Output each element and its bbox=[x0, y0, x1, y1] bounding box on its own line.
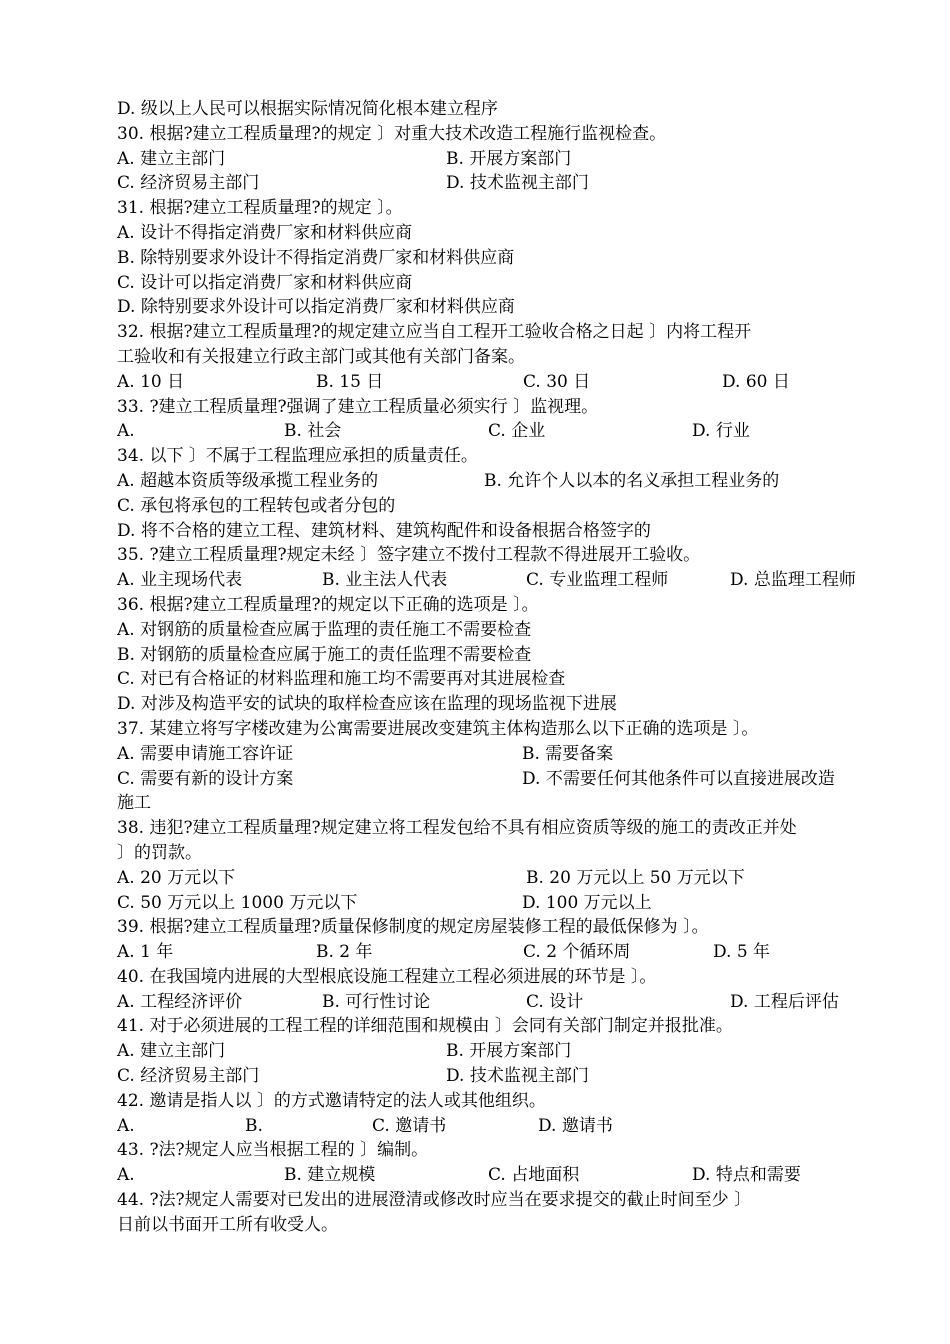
answer-option: B. 20 万元以上 50 万元以下 bbox=[526, 867, 745, 888]
answer-option: D. 行业 bbox=[692, 421, 750, 442]
answer-option: B. 可行性讨论 bbox=[322, 991, 431, 1012]
text-line: 39. 根据?建立工程质量理?质量保修制度的规定房屋装修工程的最低保修为 〕。 bbox=[117, 917, 709, 938]
text-line: A. 对钢筋的质量检查应属于监理的责任施工不需要检查 bbox=[117, 619, 532, 640]
text-line: 37. 某建立将写字楼改建为公寓需要进展改变建筑主体构造那么以下正确的选项是 〕。 bbox=[117, 718, 759, 739]
text-line: 40. 在我国境内进展的大型根底设施工程建立工程必须进展的环节是 〕。 bbox=[117, 966, 657, 987]
option-row bbox=[117, 1114, 897, 1139]
text-line: D. 对涉及构造平安的试块的取样检查应该在监理的现场监视下进展 bbox=[117, 694, 617, 715]
option-row bbox=[117, 469, 897, 494]
text-line: C. 对已有合格证的材料监理和施工均不需要再对其进展检查 bbox=[117, 669, 566, 690]
answer-option: C. 专业监理工程师 bbox=[526, 570, 669, 591]
answer-option: D. 100 万元以上 bbox=[522, 892, 652, 913]
answer-option: A. 业主现场代表 bbox=[117, 570, 243, 591]
answer-option: B. 开展方案部门 bbox=[446, 148, 572, 169]
answer-option: A. 需要申请施工容许证 bbox=[117, 743, 294, 764]
text-line: 42. 邀请是指人以 〕的方式邀请特定的法人或其他组织。 bbox=[117, 1090, 546, 1111]
answer-option: C. 需要有新的设计方案 bbox=[117, 768, 294, 789]
answer-option: D. 5 年 bbox=[713, 942, 771, 963]
text-line: 34. 以下 〕不属于工程监理应承担的质量责任。 bbox=[117, 446, 478, 467]
option-row bbox=[117, 767, 897, 792]
answer-option: D. 60 日 bbox=[722, 371, 790, 392]
answer-option: D. 特点和需要 bbox=[692, 1165, 801, 1186]
answer-option: D. 技术监视主部门 bbox=[446, 1066, 589, 1087]
answer-option: C. 经济贸易主部门 bbox=[117, 173, 260, 194]
option-row bbox=[117, 1039, 897, 1064]
option-row bbox=[117, 1163, 897, 1188]
option-row bbox=[117, 171, 897, 196]
answer-option: A. 建立主部门 bbox=[117, 148, 226, 169]
answer-option: C. 经济贸易主部门 bbox=[117, 1066, 260, 1087]
answer-option: A. 超越本资质等级承揽工程业务的 bbox=[117, 470, 379, 491]
option-row bbox=[117, 742, 897, 767]
answer-option: B. 需要备案 bbox=[522, 743, 614, 764]
text-line: C. 设计可以指定消费厂家和材料供应商 bbox=[117, 272, 413, 293]
option-row bbox=[117, 568, 897, 593]
answer-option: B. 15 日 bbox=[316, 371, 384, 392]
answer-option: D. 总监理工程师 bbox=[730, 570, 856, 591]
text-line: 30. 根据?建立工程质量理?的规定 〕对重大技术改造工程施行监视检查。 bbox=[117, 123, 667, 144]
text-line: D. 级以上人民可以根据实际情况简化根本建立程序 bbox=[117, 99, 498, 119]
text-line: 〕的罚款。 bbox=[117, 842, 202, 863]
answer-option: A. bbox=[117, 421, 135, 442]
option-row bbox=[117, 1064, 897, 1089]
answer-option: A. 10 日 bbox=[117, 371, 185, 392]
answer-option: A. 建立主部门 bbox=[117, 1041, 226, 1062]
text-line: 41. 对于必须进展的工程工程的详细范围和规模由 〕会同有关部门制定并报批准。 bbox=[117, 1016, 733, 1037]
answer-option: B. bbox=[245, 1115, 263, 1136]
answer-option: A. 1 年 bbox=[117, 942, 174, 963]
option-row bbox=[117, 370, 897, 395]
answer-option: A. bbox=[117, 1115, 135, 1136]
text-line: 33. ?建立工程质量理?强调了建立工程质量必须实行 〕监视理。 bbox=[117, 396, 599, 417]
option-row bbox=[117, 990, 897, 1015]
option-row bbox=[117, 891, 897, 916]
answer-option: D. 不需要任何其他条件可以直接进展改造 bbox=[522, 768, 835, 789]
text-line: B. 对钢筋的质量检查应属于施工的责任监理不需要检查 bbox=[117, 644, 532, 665]
answer-option: A. 工程经济评价 bbox=[117, 991, 243, 1012]
option-row bbox=[117, 866, 897, 891]
text-line: 44. ?法?规定人需要对已发出的进展澄清或修改时应当在要求提交的截止时间至少 〕 bbox=[117, 1190, 752, 1211]
document-page bbox=[117, 97, 897, 1238]
answer-option: C. 设计 bbox=[526, 991, 584, 1012]
answer-option: B. 建立规模 bbox=[284, 1165, 376, 1186]
text-line: 日前以书面开工所有收受人。 bbox=[117, 1214, 338, 1235]
answer-option: B. 业主法人代表 bbox=[322, 570, 448, 591]
text-line: 38. 违犯?建立工程质量理?规定建立将工程发包给不具有相应资质等级的施工的责改正并处 bbox=[117, 818, 797, 839]
text-line: D. 将不合格的建立工程、建筑材料、建筑构配件和设备根据合格签字的 bbox=[117, 520, 651, 541]
text-line: C. 承包将承包的工程转包或者分包的 bbox=[117, 495, 396, 516]
answer-option: B. 社会 bbox=[284, 421, 342, 442]
text-line: 36. 根据?建立工程质量理?的规定以下正确的选项是 〕。 bbox=[117, 594, 539, 615]
answer-option: B. 开展方案部门 bbox=[446, 1041, 572, 1062]
answer-option: D. 工程后评估 bbox=[730, 991, 839, 1012]
answer-option: D. 技术监视主部门 bbox=[446, 173, 589, 194]
text-line: D. 除特别要求外设计可以指定消费厂家和材料供应商 bbox=[117, 297, 515, 318]
text-line: 31. 根据?建立工程质量理?的规定 〕。 bbox=[117, 198, 403, 219]
answer-option: C. 30 日 bbox=[523, 371, 591, 392]
answer-option: A. 20 万元以下 bbox=[117, 867, 236, 888]
answer-option: B. 2 年 bbox=[316, 942, 373, 963]
text-line: 35. ?建立工程质量理?规定未经 〕签字建立不拨付工程款不得进展开工验收。 bbox=[117, 545, 701, 566]
text-line: 32. 根据?建立工程质量理?的规定建立应当自工程开工验收合格之日起 〕内将工程开 bbox=[117, 322, 752, 343]
answer-option: C. 50 万元以上 1000 万元以下 bbox=[117, 892, 358, 913]
answer-option: B. 允许个人以本的名义承担工程业务的 bbox=[484, 470, 780, 491]
answer-option: C. 占地面积 bbox=[488, 1165, 580, 1186]
text-line: A. 设计不得指定消费厂家和材料供应商 bbox=[117, 222, 413, 243]
answer-option: C. 企业 bbox=[488, 421, 546, 442]
answer-option: C. 邀请书 bbox=[372, 1115, 447, 1136]
answer-option: D. 邀请书 bbox=[538, 1115, 613, 1136]
text-line: 施工 bbox=[117, 793, 151, 814]
answer-option: A. bbox=[117, 1165, 135, 1186]
text-line: 43. ?法?规定人应当根据工程的 〕编制。 bbox=[117, 1140, 429, 1161]
text-line: B. 除特别要求外设计不得指定消费厂家和材料供应商 bbox=[117, 247, 515, 268]
option-row bbox=[117, 147, 897, 172]
option-row bbox=[117, 940, 897, 965]
option-row bbox=[117, 419, 897, 444]
text-line: 工验收和有关报建立行政主部门或其他有关部门备案。 bbox=[117, 346, 525, 367]
answer-option: C. 2 个循环周 bbox=[523, 942, 631, 963]
